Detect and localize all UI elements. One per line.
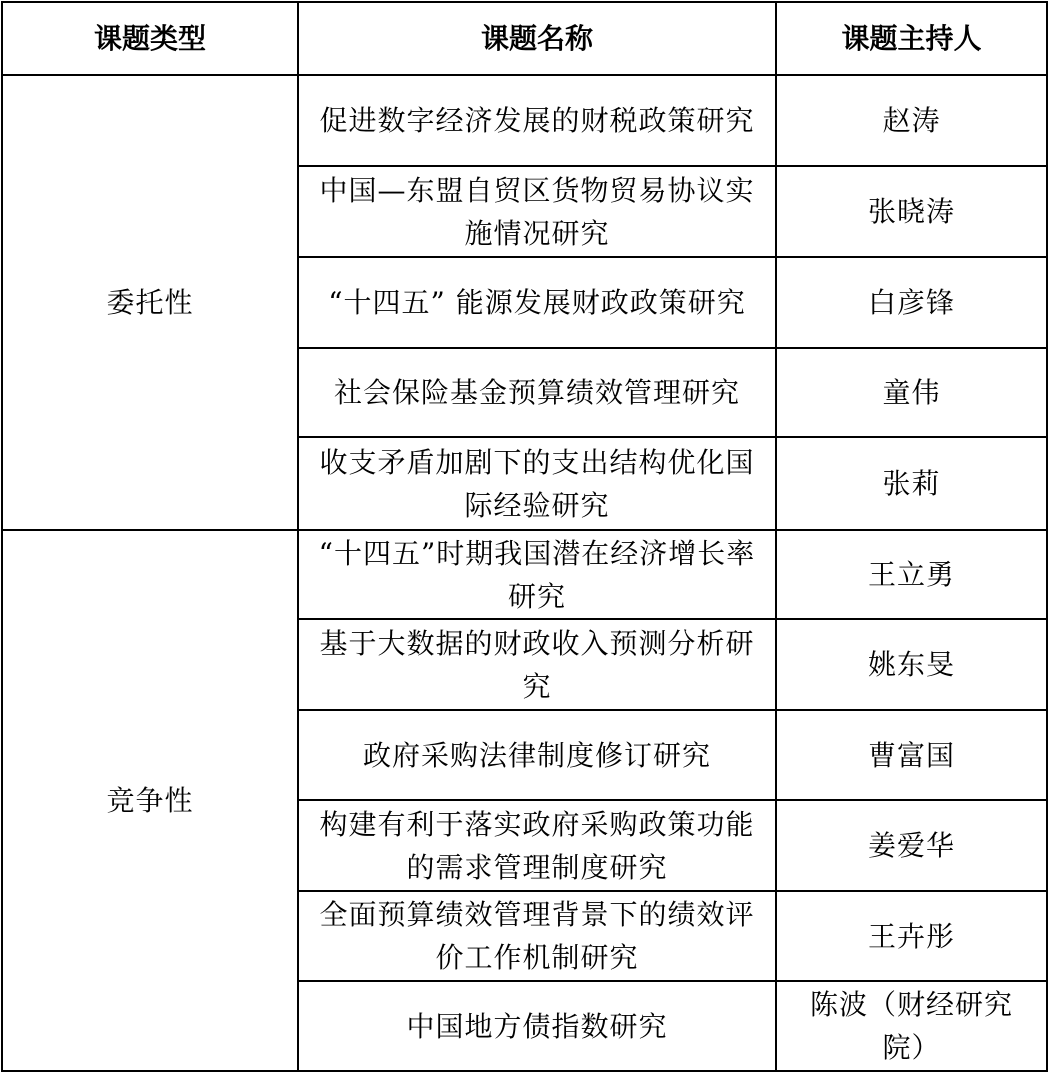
topic-host: 陈波（财经研究院）: [776, 981, 1047, 1071]
topic-host: 白彦锋: [776, 257, 1047, 348]
topic-host: 姜爱华: [776, 800, 1047, 891]
topic-host: 童伟: [776, 348, 1047, 437]
topics-table: [1, 1, 1048, 1072]
topic-name: 社会保险基金预算绩效管理研究: [298, 348, 776, 437]
topic-host: 姚东旻: [776, 619, 1047, 710]
topic-name: 构建有利于落实政府采购政策功能的需求管理制度研究: [298, 800, 776, 891]
category-cell-entrusted: 委托性: [2, 75, 298, 530]
topic-name: 促进数字经济发展的财税政策研究: [298, 75, 776, 166]
topic-host: 赵涛: [776, 75, 1047, 166]
topic-host: 王立勇: [776, 530, 1047, 619]
table-row: [2, 75, 1047, 166]
topic-host: 曹富国: [776, 710, 1047, 800]
topic-host: 张晓涛: [776, 166, 1047, 257]
header-name: 课题名称: [298, 2, 776, 75]
topic-host: 张莉: [776, 437, 1047, 530]
topic-name: 中国地方债指数研究: [298, 981, 776, 1071]
topic-host: 王卉彤: [776, 891, 1047, 981]
topic-name: “十四五” 能源发展财政政策研究: [298, 257, 776, 348]
header-type: 课题类型: [2, 2, 298, 75]
topic-name: 政府采购法律制度修订研究: [298, 710, 776, 800]
topic-name: “十四五”时期我国潜在经济增长率研究: [298, 530, 776, 619]
header-row: [2, 2, 1047, 75]
topic-name: 全面预算绩效管理背景下的绩效评价工作机制研究: [298, 891, 776, 981]
topic-name: 基于大数据的财政收入预测分析研究: [298, 619, 776, 710]
header-host: 课题主持人: [776, 2, 1047, 75]
topic-name: 收支矛盾加剧下的支出结构优化国际经验研究: [298, 437, 776, 530]
category-cell-competitive: 竞争性: [2, 530, 298, 1071]
topic-name: 中国—东盟自贸区货物贸易协议实施情况研究: [298, 166, 776, 257]
table-row: [2, 530, 1047, 619]
